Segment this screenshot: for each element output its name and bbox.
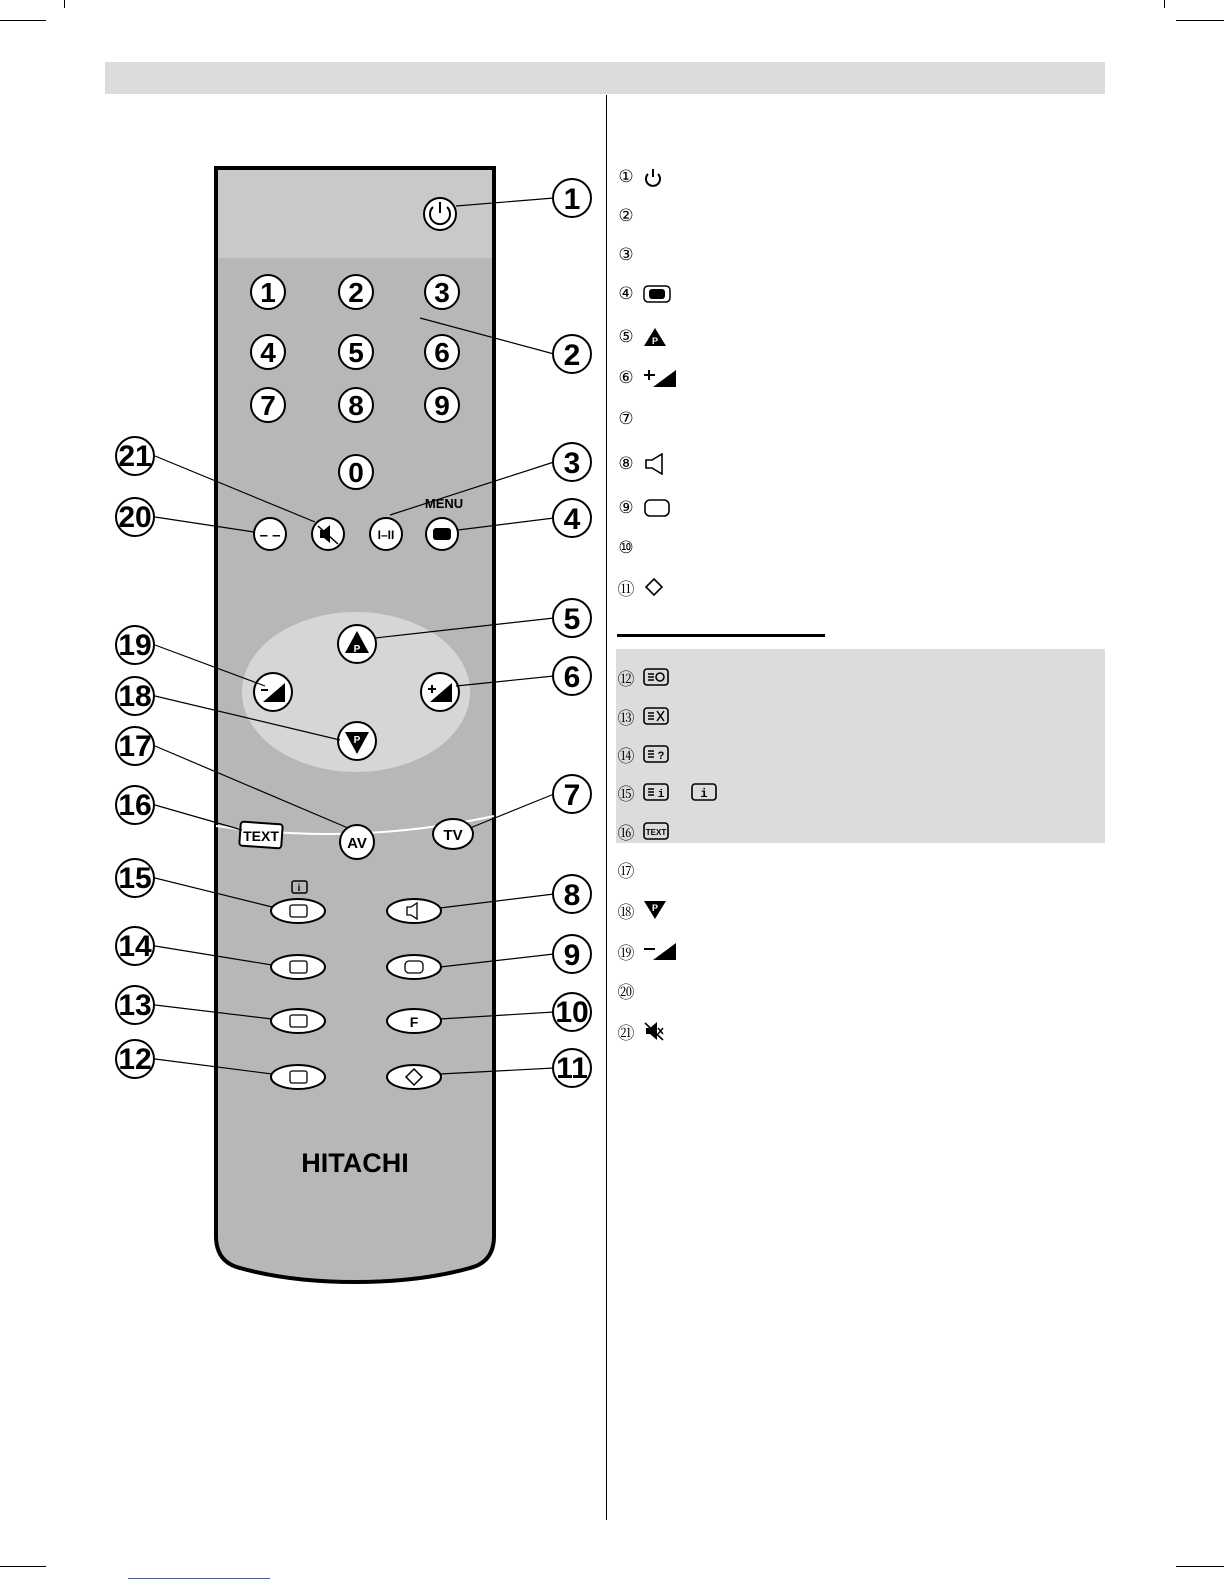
program-up-icon — [643, 326, 667, 348]
text-button[interactable] — [239, 822, 283, 849]
mute-button[interactable] — [312, 518, 344, 550]
legend-item-12: ⑫ — [617, 665, 669, 689]
picture-button[interactable] — [387, 955, 441, 979]
legend-item-16: ⑯ TEXT — [617, 819, 669, 843]
digit-button-5[interactable] — [339, 335, 373, 369]
teletext-mix-button[interactable] — [271, 1009, 325, 1033]
svg-text:12: 12 — [118, 1043, 152, 1076]
digit-button-1[interactable] — [251, 275, 285, 309]
callout-11 — [553, 1049, 591, 1087]
svg-text:TEXT: TEXT — [243, 828, 279, 844]
callout-10 — [553, 993, 591, 1031]
legend-item-5: ⑤ P — [617, 325, 667, 349]
callout-14 — [116, 927, 154, 965]
legend-item-2: ② — [618, 206, 634, 226]
digit-button-8[interactable] — [339, 388, 373, 422]
callout-13 — [116, 986, 154, 1024]
svg-text:8: 8 — [563, 879, 581, 912]
legend-item-21: ㉑ — [617, 1019, 665, 1043]
svg-text:16: 16 — [118, 789, 152, 822]
svg-text:TEXT: TEXT — [645, 828, 667, 837]
legend-item-8: ⑧ — [617, 452, 669, 476]
diamond-button[interactable] — [387, 1065, 441, 1089]
callout-12 — [116, 1040, 154, 1078]
info-icon — [691, 782, 717, 802]
svg-text:21: 21 — [118, 440, 152, 473]
brand-logo: HITACHI — [301, 1148, 409, 1178]
svg-text:i: i — [657, 789, 665, 801]
digit-button-3[interactable] — [425, 275, 459, 309]
digit-button-0[interactable] — [339, 455, 373, 489]
standby-icon — [643, 166, 663, 188]
callout-18 — [116, 677, 154, 715]
digit-button-6[interactable] — [425, 335, 459, 369]
svg-text:9: 9 — [563, 939, 581, 972]
svg-text:6: 6 — [563, 661, 581, 694]
svg-text:P: P — [353, 644, 361, 655]
teletext-index-icon — [643, 782, 669, 802]
volume-up-icon — [643, 367, 677, 389]
svg-text:P: P — [353, 735, 361, 746]
mute-icon — [643, 1020, 665, 1042]
legend-item-1: ① — [617, 165, 663, 189]
callout-8 — [553, 875, 591, 913]
svg-text:1: 1 — [563, 183, 581, 216]
svg-text:20: 20 — [118, 501, 152, 534]
teletext-reveal-icon — [643, 744, 669, 764]
legend-item-11: ⑪ — [617, 575, 665, 599]
teletext-section-bg — [616, 649, 1105, 843]
svg-text:?: ? — [657, 750, 665, 762]
callout-5 — [553, 599, 591, 637]
digit-button-2[interactable] — [339, 275, 373, 309]
legend-item-4: ④ — [617, 282, 671, 306]
svg-text:i: i — [700, 787, 708, 801]
program-down-icon — [643, 899, 667, 921]
svg-text:0: 0 — [348, 457, 364, 488]
svg-text:F: F — [409, 1014, 419, 1030]
sound-button[interactable] — [387, 899, 441, 923]
teletext-time-button[interactable] — [271, 1065, 325, 1089]
legend-item-17: ⑰ — [617, 861, 635, 882]
diamond-icon — [643, 576, 665, 598]
svg-text:P: P — [651, 903, 659, 913]
callout-9 — [553, 935, 591, 973]
sound-icon — [643, 453, 669, 475]
digit-button-9[interactable] — [425, 388, 459, 422]
svg-text:5: 5 — [348, 337, 364, 368]
callout-19 — [116, 626, 154, 664]
svg-text:3: 3 — [434, 277, 450, 308]
svg-text:5: 5 — [563, 603, 581, 636]
picture-icon — [643, 497, 671, 519]
legend-item-10: ⑩ — [618, 538, 634, 558]
svg-text:4: 4 — [563, 503, 581, 536]
digit-button-4[interactable] — [251, 335, 285, 369]
digit-button-7[interactable] — [251, 388, 285, 422]
svg-text:2: 2 — [348, 277, 364, 308]
menu-button[interactable] — [426, 518, 458, 550]
f-button[interactable] — [387, 1009, 441, 1033]
callout-1 — [553, 179, 591, 217]
callout-2 — [553, 335, 591, 373]
program-down-button[interactable] — [338, 722, 376, 760]
volume-up-button[interactable] — [421, 673, 459, 711]
callout-15 — [116, 859, 154, 897]
svg-text:13: 13 — [118, 989, 152, 1022]
section-rule — [617, 634, 825, 637]
svg-text:9: 9 — [434, 390, 450, 421]
svg-text:18: 18 — [118, 680, 152, 713]
svg-text:7: 7 — [260, 390, 276, 421]
legend-item-15: ⑮ i i — [617, 780, 717, 804]
svg-text:3: 3 — [563, 447, 581, 480]
svg-text:11: 11 — [556, 1052, 588, 1085]
callout-7 — [553, 775, 591, 813]
text-icon — [643, 821, 669, 841]
svg-text:6: 6 — [434, 337, 450, 368]
svg-text:TV: TV — [443, 827, 463, 844]
teletext-time-icon — [643, 667, 669, 687]
legend-item-19: ⑲ — [617, 939, 677, 963]
menu-icon — [643, 284, 671, 304]
standby-button[interactable] — [424, 198, 456, 230]
svg-text:19: 19 — [118, 629, 152, 662]
mono-button[interactable] — [370, 518, 402, 550]
svg-text:P: P — [651, 336, 659, 346]
svg-text:1: 1 — [260, 277, 276, 308]
svg-text:10: 10 — [555, 996, 589, 1029]
svg-text:AV: AV — [347, 835, 367, 852]
callout-6 — [553, 657, 591, 695]
legend-item-3: ③ — [618, 245, 634, 265]
svg-text:14: 14 — [118, 930, 152, 963]
legend-item-14: ⑭ ? — [617, 742, 669, 766]
callout-4 — [553, 499, 591, 537]
callout-21 — [116, 437, 154, 475]
svg-text:– –: – – — [259, 527, 281, 544]
callout-16 — [116, 786, 154, 824]
svg-text:15: 15 — [118, 862, 152, 895]
program-up-button[interactable] — [338, 625, 376, 663]
legend-item-9: ⑨ — [617, 496, 671, 520]
teletext-reveal-button[interactable] — [271, 955, 325, 979]
callout-3 — [553, 443, 591, 481]
svg-text:I–II: I–II — [377, 528, 395, 542]
teletext-index-button[interactable] — [271, 899, 325, 923]
volume-down-button[interactable] — [254, 673, 292, 711]
legend-item-20: ⑳ — [617, 982, 635, 1003]
svg-text:7: 7 — [563, 779, 581, 812]
legend-item-6: ⑥ — [617, 366, 677, 390]
svg-text:17: 17 — [118, 730, 152, 763]
dash-button[interactable] — [254, 518, 286, 550]
svg-text:2: 2 — [563, 339, 581, 372]
teletext-mix-icon — [643, 706, 669, 726]
menu-label: MENU — [424, 496, 464, 511]
callout-20 — [116, 498, 154, 536]
volume-down-icon — [643, 940, 677, 962]
svg-text:8: 8 — [348, 390, 364, 421]
svg-text:i: i — [297, 883, 301, 894]
legend-item-18: ⑱ P — [617, 898, 667, 922]
svg-text:4: 4 — [260, 337, 276, 368]
callout-17 — [116, 727, 154, 765]
tv-button[interactable] — [433, 819, 473, 849]
av-button[interactable] — [340, 825, 374, 859]
legend-item-13: ⑬ — [617, 704, 669, 728]
legend-item-7: ⑦ — [618, 409, 634, 429]
